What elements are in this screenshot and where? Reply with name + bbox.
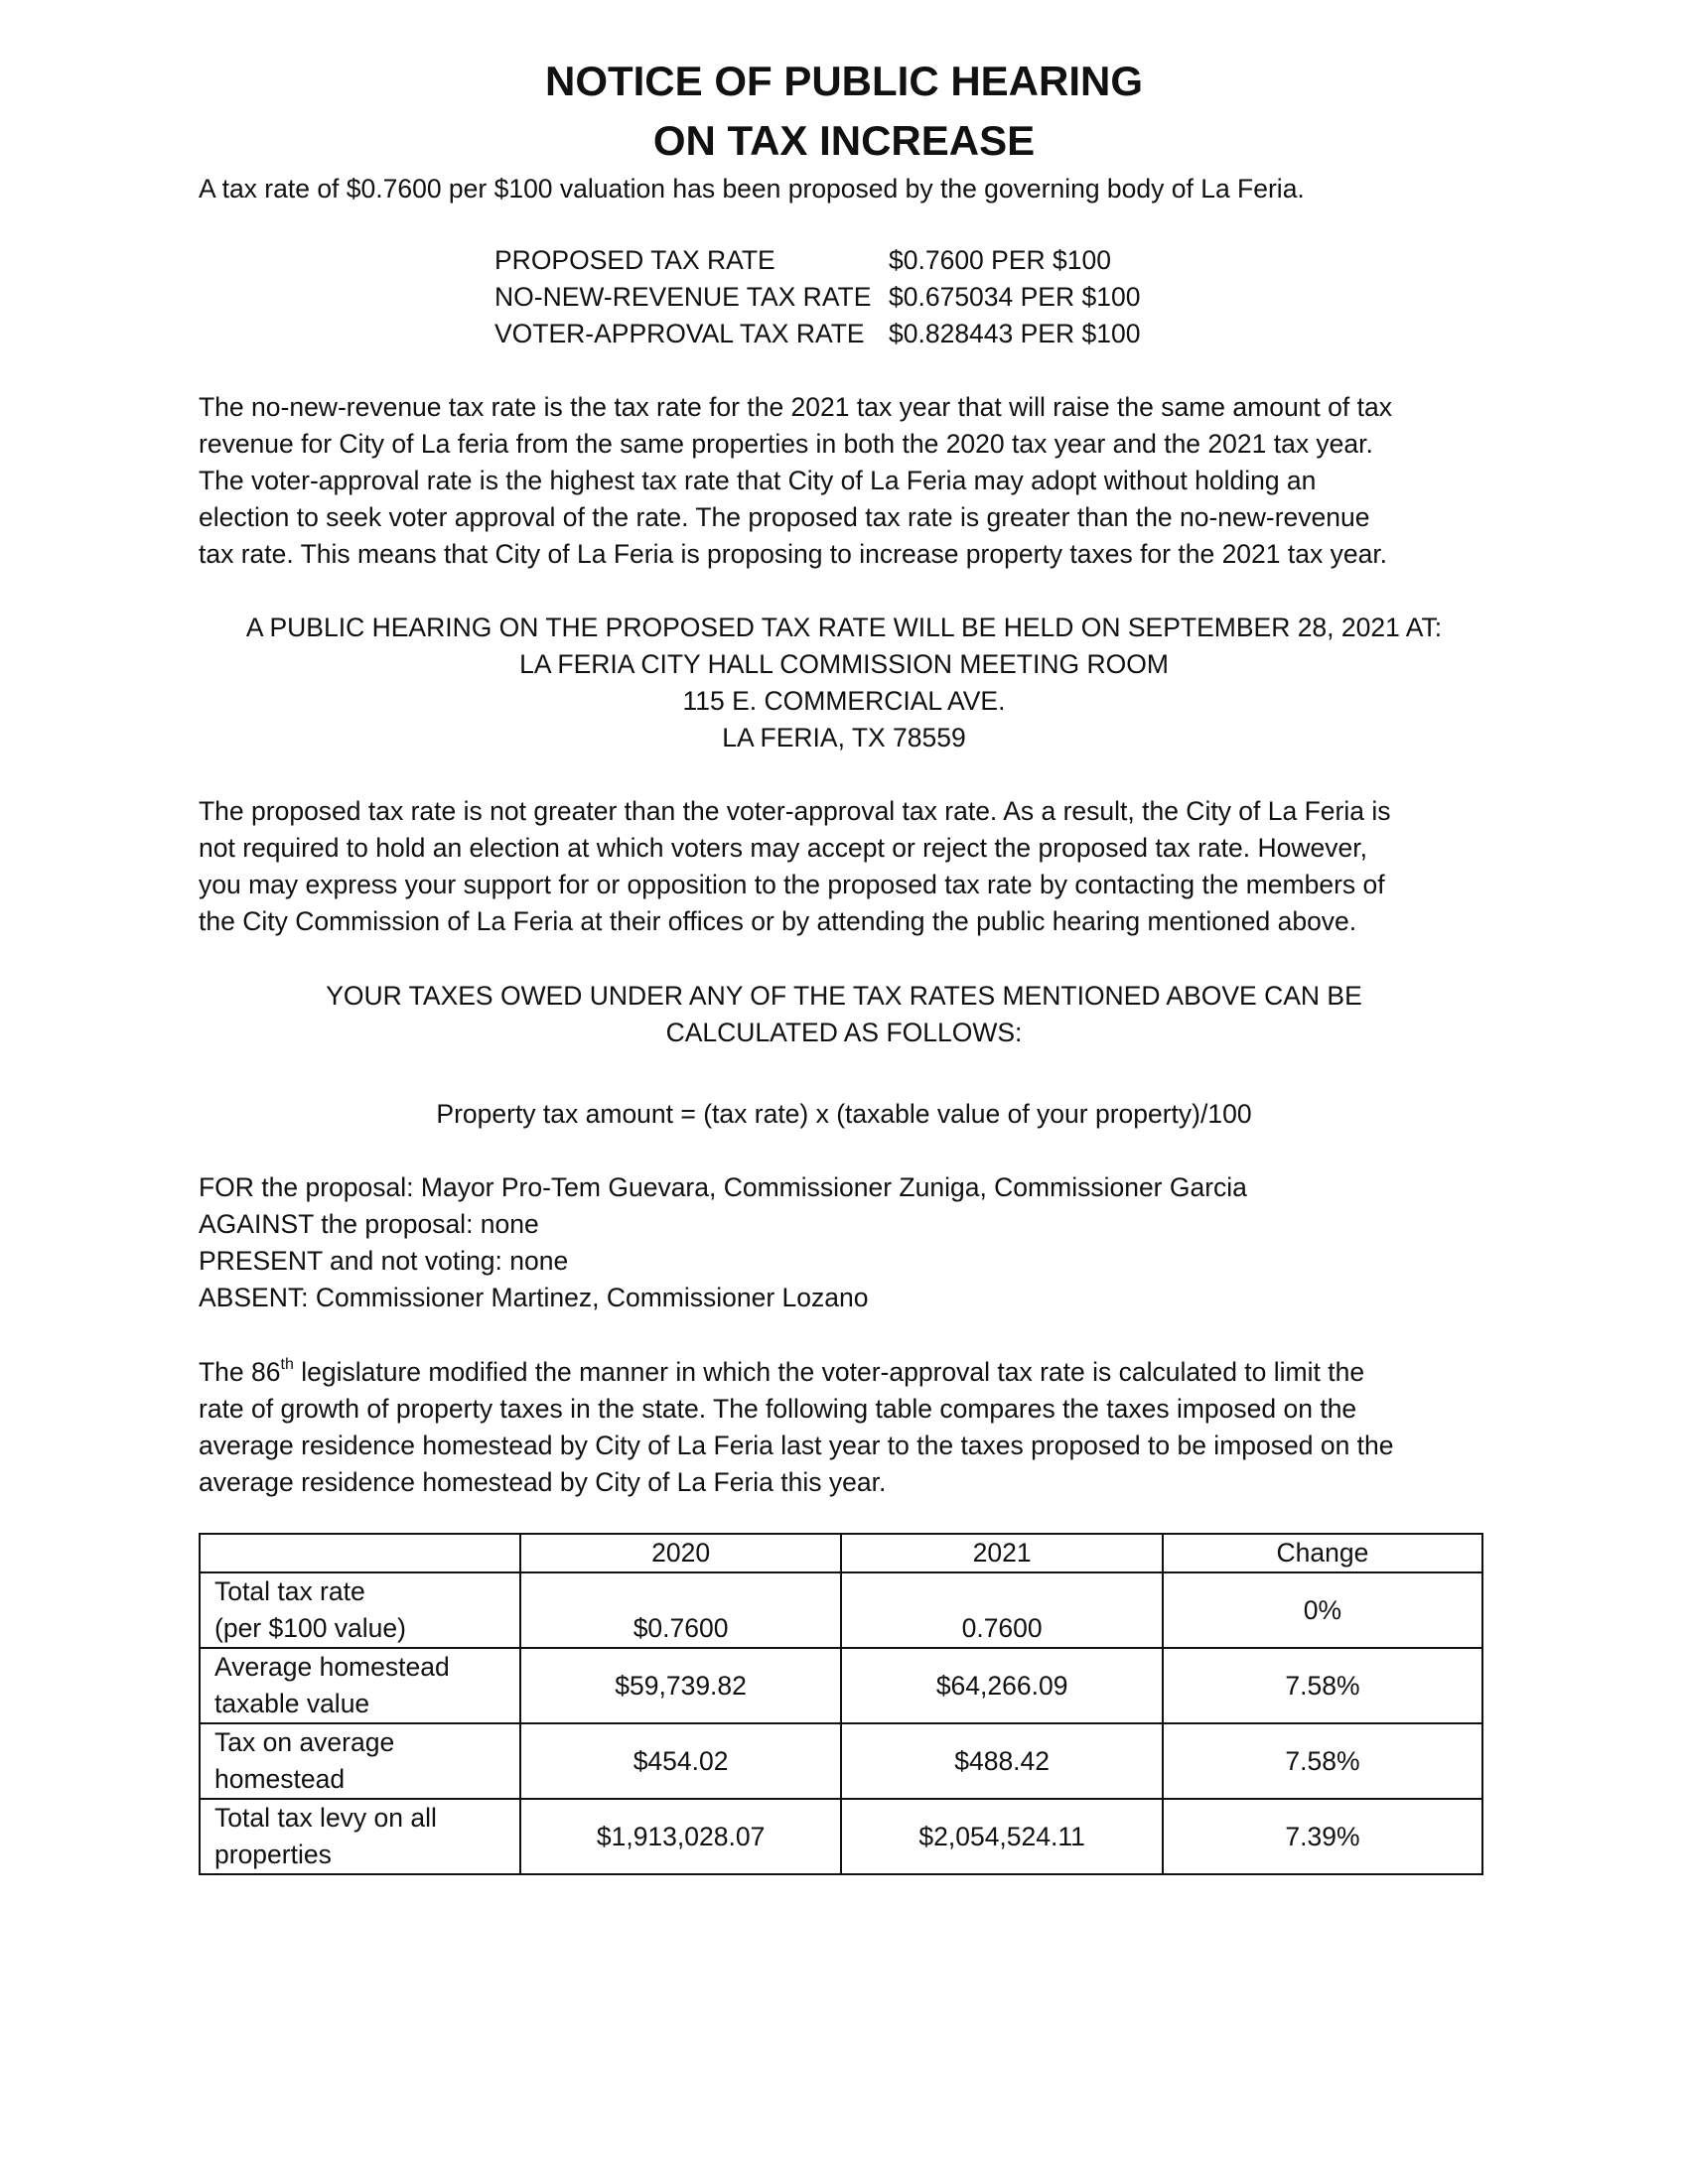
tax-rates-list [494,242,1140,352]
text-line: the City Commission of La Feria at their offices or by attending the public hearing mentioned above. [199,906,1357,936]
value-2020: $1,913,028.07 [520,1799,842,1874]
vote-for-line: FOR the proposal: Mayor Pro-Tem Guevara, Commissioner Zuniga, Commissioner Garcia [199,1172,1247,1202]
row-label-line: Total tax rate [214,1576,365,1606]
hearing-date-line: A PUBLIC HEARING ON THE PROPOSED TAX RATE WILL BE HELD ON SEPTEMBER 28, 2021 AT: [245,613,1443,642]
text-line: The no-new-revenue tax rate is the tax rate for the 2021 tax year that will raise the same amount of tax [199,392,1392,422]
text-line: rate of growth of property taxes in the state. The following table compares the taxes imposed on the [199,1394,1357,1424]
text-line: YOUR TAXES OWED UNDER ANY OF THE TAX RATES MENTIONED ABOVE CAN BE [326,981,1362,1011]
rate-label: VOTER-APPROVAL TAX RATE [494,319,865,348]
value-change: 7.39% [1163,1799,1482,1874]
text-line: you may express your support for or opposition to the proposed tax rate by contacting the members of [199,870,1385,899]
ordinal-suffix: th [280,1356,294,1374]
value-2021: $488.42 [841,1723,1163,1799]
text-line: average residence homestead by City of La Feria this year. [199,1467,887,1497]
text-line: tax rate. This means that City of La Feria is proposing to increase property taxes for the 2021 tax year. [199,539,1388,569]
rate-row-proposed [494,242,1140,279]
value-2020: $59,739.82 [520,1648,842,1723]
text-line: not required to hold an election at which voters may accept or reject the proposed tax rate. However, [199,833,1367,863]
row-label [200,1648,520,1723]
value-change: 0% [1163,1572,1482,1648]
hearing-location-line: LA FERIA CITY HALL COMMISSION MEETING ROOM [519,649,1169,679]
vote-against-line: AGAINST the proposal: none [199,1209,539,1239]
row-label [200,1723,520,1799]
text-line: election to seek voter approval of the rate. The proposed tax rate is greater than the no-new-revenue [199,502,1370,532]
row-label-line: Tax on average [214,1727,395,1757]
hearing-details [0,610,1688,756]
row-label-line: properties [214,1840,332,1869]
rate-value: $0.675034 PER $100 [889,282,1141,312]
tax-formula: Property tax amount = (tax rate) x (taxable value of your property)/100 [436,1099,1252,1129]
table-row [200,1572,1482,1648]
rate-value: $0.7600 PER $100 [889,245,1111,275]
row-label-line: homestead [214,1764,346,1794]
table-header-row [200,1534,1482,1572]
rate-label: PROPOSED TAX RATE [494,245,775,275]
rate-row-no-new-revenue [494,279,1140,316]
value-change: 7.58% [1163,1648,1482,1723]
row-label-line: (per $100 value) [214,1613,406,1643]
value-2021: 0.7600 [841,1572,1163,1648]
table-header-cell: Change [1163,1534,1482,1572]
vote-record [199,1169,1247,1316]
text-fragment: The 86 [199,1357,281,1387]
table-row [200,1799,1482,1874]
row-label-line: Average homestead [214,1652,450,1682]
text-line: The voter-approval rate is the highest tax rate that City of La Feria may adopt without holding an [199,466,1317,495]
rate-value: $0.828443 PER $100 [889,319,1141,348]
text-line: CALCULATED AS FOLLOWS: [665,1018,1023,1047]
row-label [200,1572,520,1648]
value-2020: $454.02 [520,1723,842,1799]
value-2021: $2,054,524.11 [841,1799,1163,1874]
rate-label: NO-NEW-REVENUE TAX RATE [494,282,872,312]
notice-title-line1: NOTICE OF PUBLIC HEARING [544,58,1143,104]
value-2021: $64,266.09 [841,1648,1163,1723]
row-label-line: Total tax levy on all [214,1803,437,1833]
election-note-paragraph [199,793,1489,940]
table-header-cell [200,1534,520,1572]
value-2020: $0.7600 [520,1572,842,1648]
explanation-paragraph [199,389,1489,573]
table-header-cell: 2020 [520,1534,842,1572]
text-line: revenue for City of La feria from the same properties in both the 2020 tax year and the 2021 tax year. [199,429,1373,459]
row-label [200,1799,520,1874]
rate-row-voter-approval [494,316,1140,352]
table-row [200,1648,1482,1723]
text-line: average residence homestead by City of La Feria last year to the taxes proposed to be imposed on the [199,1431,1394,1460]
text-line [199,1354,1489,1391]
notice-title-line2: ON TAX INCREASE [652,117,1036,164]
table-row [200,1723,1482,1799]
row-label-line: taxable value [214,1689,370,1718]
tax-comparison-table [199,1533,1483,1875]
vote-absent-line: ABSENT: Commissioner Martinez, Commissioner Lozano [199,1283,869,1312]
text-fragment: legislature modified the manner in which the voter-approval tax rate is calculated to limit the [293,1357,1365,1387]
vote-present-line: PRESENT and not voting: none [199,1246,569,1276]
hearing-street-line: 115 E. COMMERCIAL AVE. [682,686,1006,716]
value-change: 7.58% [1163,1723,1482,1799]
hearing-city-line: LA FERIA, TX 78559 [722,723,966,752]
text-line: The proposed tax rate is not greater than the voter-approval tax rate. As a result, the City of La Feria is [199,796,1391,826]
intro-paragraph: A tax rate of $0.7600 per $100 valuation has been proposed by the governing body of La Feria. [199,174,1305,204]
legislature-paragraph [199,1354,1489,1501]
calculation-heading [0,978,1688,1051]
table-header-cell: 2021 [841,1534,1163,1572]
